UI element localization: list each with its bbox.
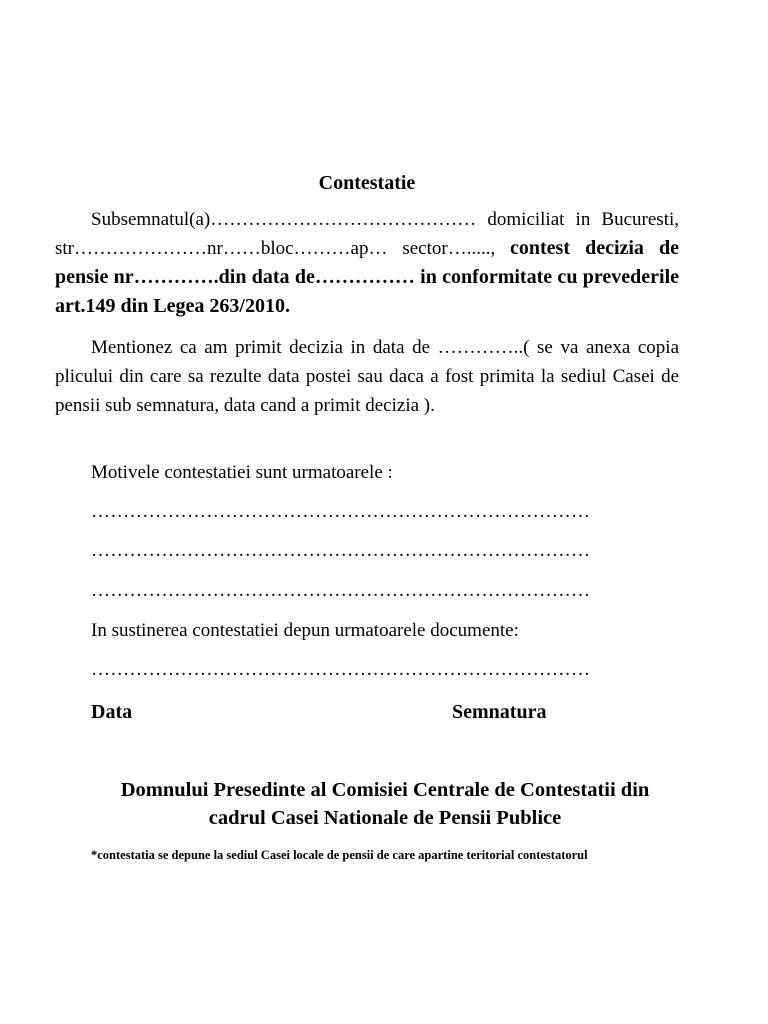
ap-blank: … — [368, 238, 403, 259]
paragraph-documents-heading: In sustinerea contestatiei depun urmatoarele documente: — [91, 620, 519, 641]
bloc-blank: ……… — [293, 238, 351, 259]
signature-label: Semnatura — [452, 701, 547, 723]
addressee-block — [55, 776, 715, 832]
subsemnatul-label: Subsemnatul(a) — [91, 209, 211, 230]
street-blank: ………………… — [74, 238, 207, 259]
addressee-line-2: cadrul Casei Nationale de Pensii Publice — [208, 807, 562, 829]
sector-label: sector — [402, 238, 448, 259]
name-blank: …………………………………… — [210, 209, 477, 230]
contest-decision-label: contest decizia de pensie nr — [55, 237, 680, 288]
decision-date-label: .din data de — [213, 266, 315, 288]
bloc-label: bloc — [260, 238, 294, 259]
domicile-text: domiciliat in Bucuresti, str — [55, 209, 679, 259]
ap-label: ap — [350, 238, 369, 259]
decision-date-blank: …………… — [314, 266, 415, 288]
reasons-blank-line-1: …………………………………………………………………… — [91, 501, 591, 522]
decision-number-blank: ………… — [133, 266, 214, 288]
paragraph-receipt-date: Mentionez ca am primit decizia in data de …………..( se va anexa copia plicului din care sa rezulte data postei sau daca a fost primita la sediul Casei de pensii sub semnatura, data cand a primit decizia ). — [55, 337, 679, 416]
addressee-line-1: Domnului Presedinte al Comisiei Centrale de Contestatii din — [120, 779, 650, 801]
nr-blank: …… — [222, 238, 261, 259]
date-label: Data — [91, 701, 133, 723]
sector-blank: …....., — [447, 238, 496, 259]
footnote: *contestatia se depune la sediul Casei locale de pensii de care apartine teritorial contestatorul — [91, 848, 588, 862]
document-page — [55, 0, 679, 1024]
paragraph-reasons-heading: Motivele contestatiei sunt urmatoarele : — [91, 462, 393, 483]
reasons-blank-line-2: …………………………………………………………………… — [91, 540, 591, 561]
document-title: Contestatie — [318, 172, 416, 194]
legal-basis-text: in conformitate cu prevederile art.149 din Legea 263/2010. — [55, 266, 680, 317]
nr-label: nr — [207, 238, 223, 259]
documents-blank-line: …………………………………………………………………… — [91, 659, 591, 680]
reasons-blank-line-3: …………………………………………………………………… — [91, 580, 591, 601]
paragraph-identification — [55, 205, 679, 321]
